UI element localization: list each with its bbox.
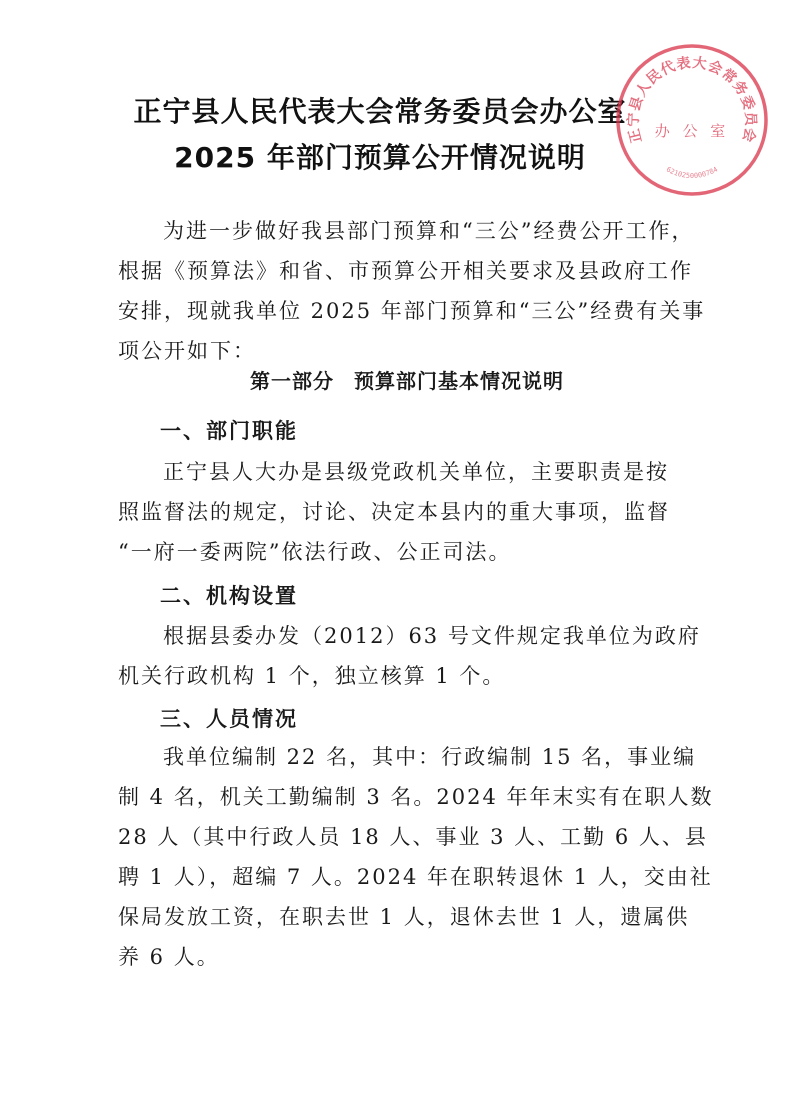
official-seal bbox=[612, 40, 772, 200]
organization-line-1: 根据县委办发（2012）63 号文件规定我单位为政府 bbox=[163, 624, 701, 648]
intro-line-2: 根据《预算法》和省、市预算公开相关要求及县政府工作 bbox=[118, 259, 693, 283]
section-heading-organization: 二、机构设置 bbox=[160, 584, 298, 608]
document-title-line-1: 正宁县人民代表大会常务委员会办公室 bbox=[133, 95, 627, 128]
svg-text:正宁县人民代表大会常务委员会: 正宁县人民代表大会常务委员会 bbox=[625, 55, 759, 145]
intro-line-1: 为进一步做好我县部门预算和“三公”经费公开工作， bbox=[163, 219, 695, 243]
intro-line-3: 安排，现就我单位 2025 年部门预算和“三公”经费有关事 bbox=[118, 299, 706, 323]
organization-line-2: 机关行政机构 1 个，独立核算 1 个。 bbox=[118, 664, 506, 688]
functions-line-2: 照监督法的规定，讨论、决定本县内的重大事项，监督 bbox=[118, 500, 670, 524]
part-label: 第一部分 bbox=[250, 369, 334, 393]
part-title: 预算部门基本情况说明 bbox=[354, 369, 564, 393]
section-heading-personnel: 三、人员情况 bbox=[160, 707, 298, 731]
intro-line-4: 项公开如下： bbox=[118, 339, 256, 363]
document-title-line-2: 2025 年部门预算公开情况说明 bbox=[174, 141, 586, 174]
functions-line-3: “一府一委两院”依法行政、公正司法。 bbox=[118, 540, 512, 564]
personnel-line-1: 我单位编制 22 名，其中：行政编制 15 名，事业编 bbox=[163, 745, 697, 769]
personnel-line-4: 聘 1 人），超编 7 人。2024 年在职转退休 1 人，交由社 bbox=[118, 865, 713, 889]
personnel-line-5: 保局发放工资，在职去世 1 人，退休去世 1 人，遗属供 bbox=[118, 905, 690, 929]
section-heading-functions: 一、部门职能 bbox=[160, 419, 298, 443]
svg-text:6210250000784: 6210250000784 bbox=[664, 165, 720, 180]
personnel-line-6: 养 6 人。 bbox=[118, 945, 220, 969]
personnel-line-2: 制 4 名，机关工勤编制 3 名。2024 年年末实有在职人数 bbox=[118, 785, 714, 809]
personnel-line-3: 28 人（其中行政人员 18 人、事业 3 人、工勤 6 人、县 bbox=[118, 825, 708, 849]
part-heading bbox=[250, 365, 564, 394]
svg-text:办 公 室: 办 公 室 bbox=[654, 122, 730, 140]
functions-line-1: 正宁县人大办是县级党政机关单位，主要职责是按 bbox=[163, 460, 669, 484]
